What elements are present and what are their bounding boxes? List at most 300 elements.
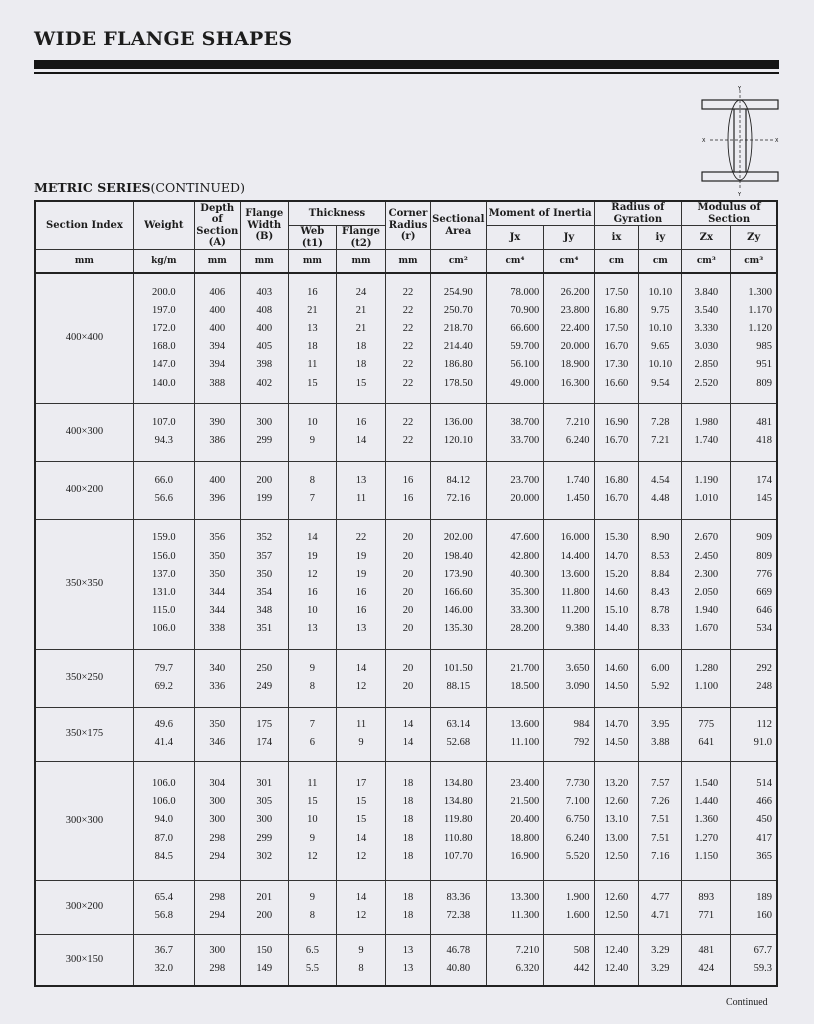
value-cell: 7.57 [651,778,670,790]
value-cell: 1.740 [565,474,590,486]
value-cell: 1.940 [694,605,719,617]
value-cell: 201 [256,891,273,903]
value-column-cell [486,880,544,934]
value-cell: 4.77 [651,891,670,903]
value-cell: 809 [756,550,772,562]
value-cell: 299 [256,832,273,844]
value-cell: 16.000 [560,532,590,544]
value-cell: 6.00 [651,662,670,674]
value-column-cell [639,461,682,519]
value-cell: 20.000 [510,493,540,504]
value-column-cell [240,934,288,986]
value-column-cell [240,461,288,519]
value-cell: 13.600 [560,568,590,580]
value-cell: 14.70 [604,718,629,730]
value-column-cell [386,934,431,986]
value-column-cell [336,649,385,707]
value-column-cell [288,273,336,403]
value-cell: 386 [209,435,226,446]
value-cell: 21.500 [510,796,540,808]
value-cell: 21.700 [510,662,540,674]
value-cell: 87.0 [154,832,173,844]
value-cell: 67.7 [753,944,772,956]
value-column-cell [288,403,336,461]
value-cell: 56.8 [154,910,173,921]
value-column-cell [731,880,777,934]
value-cell: 10.10 [648,286,673,298]
value-cell: 13 [355,623,367,635]
value-cell: 300 [256,814,273,826]
value-cell: 106.0 [151,778,176,790]
value-cell: 23.400 [510,778,540,790]
value-cell: 8.78 [651,605,670,617]
value-column-cell [682,461,731,519]
value-cell: 70.900 [510,304,540,316]
value-cell: 112 [756,718,772,730]
value-cell: 12.60 [604,891,629,903]
value-column-cell [386,707,431,761]
y-axis-label-top: Y [738,86,742,92]
value-cell: 198.40 [443,550,473,562]
value-cell: 22 [402,304,414,316]
value-cell: 20 [402,532,414,544]
value-column-cell [544,707,594,761]
value-cell: 16.60 [604,377,629,389]
value-cell: 15 [307,796,318,808]
x-axis-label-right: X [775,138,779,144]
value-cell: 150 [256,944,273,956]
value-column-cell [194,461,240,519]
value-cell: 22.400 [560,323,590,335]
value-column-cell [133,761,194,880]
value-cell: 3.840 [694,286,719,298]
value-column-cell [288,880,336,934]
series-title-rest: (CONTINUED) [150,180,245,195]
value-cell: 13.00 [604,832,629,844]
value-cell: 173.90 [443,568,473,580]
value-cell: 22 [402,323,414,335]
value-cell: 16 [307,286,318,298]
value-cell: 350 [256,568,273,580]
value-cell: 3.88 [651,737,670,748]
value-cell: 91.0 [753,737,772,748]
value-cell: 106.0 [151,623,176,635]
value-column-cell [288,761,336,880]
value-cell: 16.80 [604,474,629,486]
value-cell: 6 [309,737,315,748]
value-column-cell [194,649,240,707]
value-cell: 46.78 [446,944,471,956]
value-column-cell [682,519,731,649]
value-cell: 13.300 [510,891,540,903]
value-cell: 1.190 [694,474,719,486]
header-ix: ix [594,226,639,250]
header-thickness: Thickness [288,201,385,226]
value-cell: 1.270 [694,832,719,844]
value-column-cell [133,273,194,403]
unit-cell: cm³ [682,250,731,274]
value-cell: 357 [256,550,273,562]
value-column-cell [682,707,731,761]
value-cell: 3.540 [694,304,719,316]
value-cell: 5.5 [305,962,319,974]
value-column-cell [486,461,544,519]
value-column-cell [133,707,194,761]
value-cell: 771 [698,910,715,921]
value-cell: 4.54 [651,474,670,486]
value-cell: 20 [402,681,414,692]
value-cell: 8 [358,962,364,974]
value-cell: 9 [358,737,364,748]
value-column-cell [594,707,639,761]
value-cell: 7.100 [565,796,590,808]
value-cell: 12 [307,568,318,580]
unit-cell: cm³ [731,250,777,274]
value-cell: 22 [355,532,367,544]
value-cell: 985 [756,341,772,353]
value-cell: 408 [256,304,273,316]
section-group [35,761,777,880]
value-cell: 8 [309,681,315,692]
value-cell: 1.300 [748,286,772,298]
value-column-cell [594,761,639,880]
value-column-cell [431,403,487,461]
value-column-cell [544,461,594,519]
value-cell: 18 [402,814,414,826]
value-cell: 18 [402,832,414,844]
value-cell: 300 [256,416,273,428]
value-cell: 1.120 [748,323,772,335]
series-title-bold: METRIC SERIES [34,180,151,195]
unit-cell: mm [336,250,385,274]
value-cell: 344 [209,605,226,617]
table-row [35,273,777,403]
continued-note: Continued [726,997,768,1008]
section-group [35,519,777,649]
value-cell: 514 [756,778,772,790]
value-cell: 7 [309,718,315,730]
value-column-cell [288,461,336,519]
unit-cell: mm [35,250,133,274]
value-column-cell [194,761,240,880]
value-column-cell [486,934,544,986]
value-cell: 202.00 [443,532,473,544]
value-cell: 8.84 [651,568,670,580]
header-jx: Jx [486,226,544,250]
value-cell: 18.900 [560,359,590,371]
value-cell: 84.12 [446,474,471,486]
value-cell: 406 [209,286,226,298]
value-column-cell [194,403,240,461]
value-cell: 12 [355,850,367,862]
value-column-cell [240,403,288,461]
value-cell: 20 [402,662,414,674]
value-cell: 8 [309,910,315,921]
header-modulus-of-section: Modulus of Section [682,201,777,226]
section-index-cell: 350×250 [35,649,133,707]
value-column-cell [731,403,777,461]
value-cell: 14.400 [560,550,590,562]
value-cell: 1.600 [565,910,590,921]
value-cell: 1.440 [694,796,719,808]
value-column-cell [544,519,594,649]
value-cell: 951 [756,359,772,371]
value-column-cell [594,461,639,519]
value-column-cell [682,761,731,880]
value-cell: 352 [256,532,273,544]
value-column-cell [639,880,682,934]
value-cell: 88.15 [446,681,471,692]
value-cell: 214.40 [443,341,473,353]
value-column-cell [431,649,487,707]
value-cell: 12 [355,681,367,692]
value-cell: 775 [698,718,715,730]
value-cell: 63.14 [446,718,471,730]
value-cell: 17.30 [604,359,629,371]
value-column-cell [594,934,639,986]
value-cell: 49.6 [154,718,173,730]
value-cell: 135.30 [443,623,473,635]
value-cell: 20 [402,623,414,635]
table-row [35,934,777,986]
value-column-cell [431,461,487,519]
value-cell: 11.200 [561,605,590,617]
unit-cell: mm [288,250,336,274]
value-column-cell [431,707,487,761]
value-cell: 21 [307,304,318,316]
value-column-cell [639,519,682,649]
value-cell: 6.320 [515,962,540,974]
value-cell: 984 [573,718,590,730]
unit-cell: cm⁴ [486,250,544,274]
value-cell: 19 [355,568,367,580]
value-cell: 13.600 [510,718,540,730]
value-cell: 302 [256,850,273,862]
value-cell: 11 [307,359,318,371]
value-cell: 11 [307,778,318,790]
value-column-cell [731,934,777,986]
value-column-cell [240,519,288,649]
value-column-cell [544,934,594,986]
value-cell: 72.38 [446,910,471,921]
value-cell: 1.280 [694,662,719,674]
value-column-cell [194,934,240,986]
value-column-cell [486,707,544,761]
value-cell: 56.100 [510,359,540,371]
value-column-cell [594,880,639,934]
value-cell: 12.40 [604,944,629,956]
value-column-cell [544,273,594,403]
value-cell: 8 [309,474,315,486]
value-cell: 38.700 [510,416,540,428]
value-cell: 298 [209,832,226,844]
value-cell: 16.80 [604,304,629,316]
unit-cell: cm [594,250,639,274]
value-cell: 294 [209,850,226,862]
value-cell: 115.0 [152,605,176,617]
value-cell: 16.300 [560,377,590,389]
value-cell: 400 [209,474,226,486]
section-index-cell: 300×300 [35,761,133,880]
value-cell: 1.900 [565,891,590,903]
value-column-cell [240,761,288,880]
value-cell: 7.26 [651,796,670,808]
value-cell: 16 [402,474,414,486]
header-radius-of-gyration: Radius of Gyration [594,201,682,226]
unit-cell: mm [240,250,288,274]
value-cell: 249 [256,681,273,692]
value-cell: 9 [309,435,315,446]
value-cell: 49.000 [510,377,540,389]
value-cell: 18.500 [510,681,540,692]
value-cell: 15.10 [604,605,629,617]
value-cell: 16 [355,416,367,428]
value-cell: 33.300 [510,605,540,617]
value-cell: 10 [307,605,318,617]
value-cell: 12.50 [604,910,629,921]
value-cell: 424 [698,962,715,974]
value-cell: 66.0 [154,474,173,486]
value-column-cell [386,519,431,649]
value-cell: 350 [209,718,226,730]
value-column-cell [731,649,777,707]
title-rule-thin [34,72,779,74]
value-column-cell [639,707,682,761]
value-cell: 16.70 [604,435,629,446]
value-cell: 646 [756,605,772,617]
table-row [35,519,777,649]
value-cell: 106.0 [151,796,176,808]
value-cell: 2.300 [694,568,719,580]
value-cell: 52.68 [446,737,471,748]
value-column-cell [386,880,431,934]
value-cell: 16.90 [604,416,629,428]
header-depth: Depth of Section (A) [196,202,239,248]
value-cell: 20.400 [510,814,540,826]
table-row [35,880,777,934]
value-cell: 10 [307,416,318,428]
value-cell: 9.54 [651,377,670,389]
value-column-cell [431,934,487,986]
value-cell: 7.210 [515,944,540,956]
value-cell: 12 [355,910,367,921]
value-cell: 2.850 [694,359,719,371]
value-cell: 394 [209,359,226,371]
value-cell: 174 [256,737,273,748]
value-cell: 641 [698,737,715,748]
table-row [35,761,777,880]
value-column-cell [731,519,777,649]
value-cell: 9 [358,944,364,956]
value-cell: 20.000 [560,341,590,353]
value-cell: 84.5 [154,850,173,862]
value-cell: 1.360 [694,814,719,826]
value-column-cell [194,880,240,934]
series-title [34,180,245,195]
section-index-cell: 350×350 [35,519,133,649]
value-cell: 18 [402,910,414,921]
value-cell: 1.170 [748,304,772,316]
value-cell: 32.0 [154,962,173,974]
value-column-cell [594,649,639,707]
value-cell: 9.65 [651,341,670,353]
value-column-cell [133,649,194,707]
value-column-cell [336,403,385,461]
value-cell: 119.80 [444,814,473,826]
value-cell: 402 [256,377,273,389]
value-column-cell [431,880,487,934]
value-cell: 59.3 [753,962,772,974]
value-cell: 120.10 [443,435,473,446]
value-column-cell [386,273,431,403]
value-cell: 21 [355,304,367,316]
value-cell: 40.300 [510,568,540,580]
value-column-cell [336,273,385,403]
value-cell: 59.700 [510,341,540,353]
value-column-cell [240,880,288,934]
value-cell: 41.4 [154,737,173,748]
value-cell: 2.670 [694,532,719,544]
unit-cell: cm⁴ [544,250,594,274]
value-column-cell [594,403,639,461]
value-cell: 140.0 [151,377,176,389]
value-cell: 350 [209,550,226,562]
value-cell: 466 [756,796,772,808]
value-cell: 7.28 [651,416,670,428]
value-cell: 17.50 [604,286,629,298]
value-column-cell [594,273,639,403]
value-cell: 56.6 [154,493,173,504]
value-column-cell [386,761,431,880]
value-cell: 1.450 [565,493,590,504]
value-cell: 200 [256,910,273,921]
value-cell: 172.0 [151,323,176,335]
value-column-cell [240,649,288,707]
value-cell: 6.5 [305,944,319,956]
value-cell: 19 [355,550,367,562]
value-cell: 792 [573,737,590,748]
wide-flange-section-diagram [684,86,796,196]
value-cell: 5.520 [565,850,590,862]
value-cell: 344 [209,587,226,598]
value-cell: 5.92 [651,681,670,692]
value-cell: 22 [402,416,414,428]
value-cell: 107.70 [443,850,473,862]
value-cell: 160 [756,910,772,921]
value-cell: 79.7 [154,662,173,674]
value-cell: 110.80 [444,832,473,844]
unit-cell: cm [639,250,682,274]
value-cell: 336 [209,681,226,692]
value-cell: 15 [355,796,367,808]
value-cell: 20 [402,587,414,598]
value-cell: 78.000 [510,286,540,298]
value-cell: 7 [309,493,315,504]
value-column-cell [731,461,777,519]
section-group [35,707,777,761]
value-column-cell [288,519,336,649]
value-cell: 12 [307,850,318,862]
value-cell: 14 [402,737,414,748]
value-cell: 14.50 [604,681,629,692]
value-column-cell [682,403,731,461]
value-column-cell [639,649,682,707]
value-cell: 21 [355,323,367,335]
value-cell: 14.40 [604,623,629,635]
value-cell: 4.48 [651,493,670,504]
value-cell: 7.51 [651,832,670,844]
value-column-cell [288,707,336,761]
